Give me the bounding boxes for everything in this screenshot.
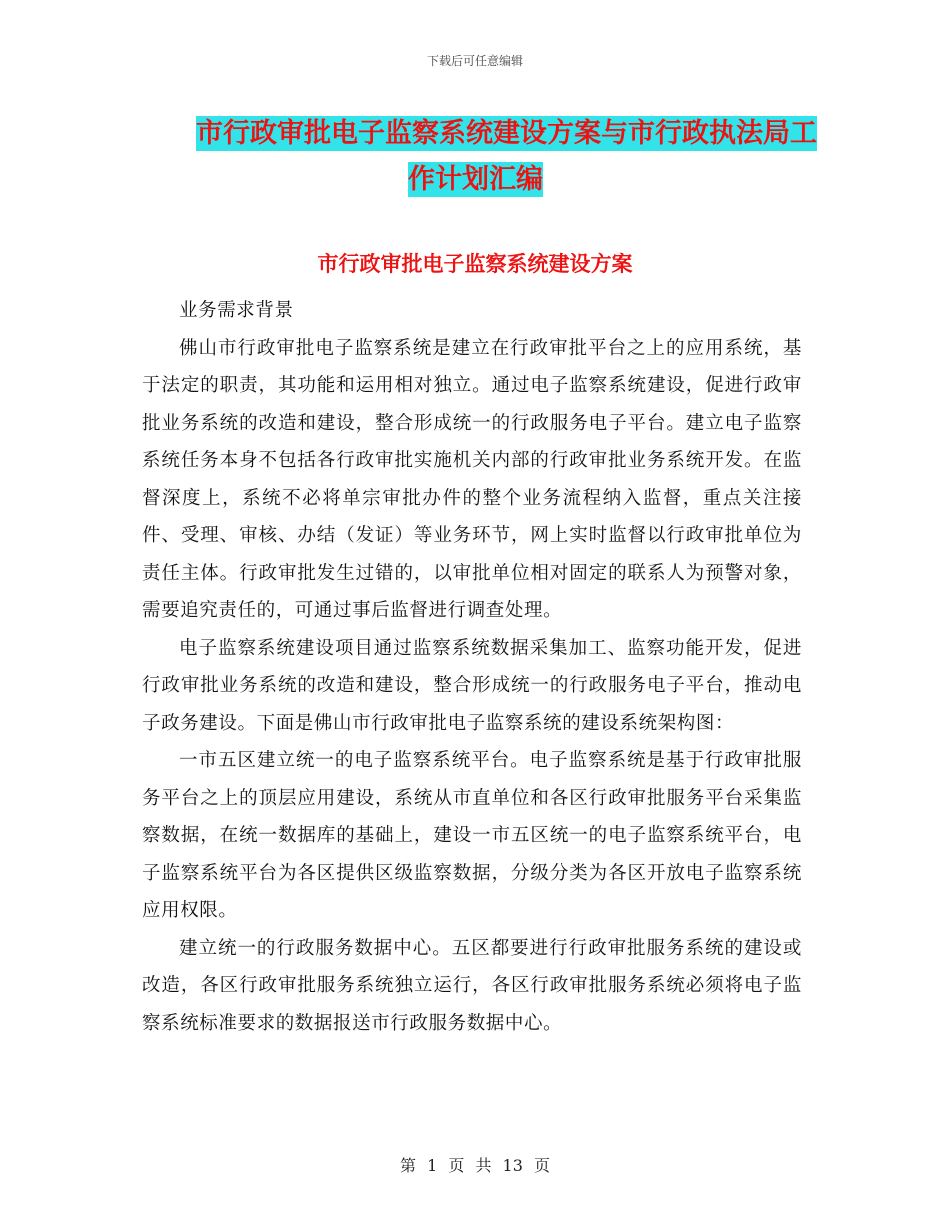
paragraph: 电子监察系统建设项目通过监察系统数据采集加工、监察功能开发，促进行政审批业务系统的改造和建设，整合形成统一的行政服务电子平台，推动电子政务建设。下面是佛山市行政审批电子监察系统的建设系统架构图： [142,637,802,734]
document-title-line-1: 市行政审批电子监察系统建设方案与市行政执法局工 [196,118,817,149]
header-note: 下载后可任意编辑 [426,54,523,68]
paragraph-heading-background: 业务需求背景 [179,300,294,321]
document-body [142,292,802,1042]
section-title: 市行政审批电子监察系统建设方案 [317,252,633,276]
paragraph: 一市五区建立统一的电子监察系统平台。电子监察系统是基于行政审批服务平台之上的顶层应用建设，系统从市直单位和各区行政审批服务平台采集监察数据，在统一数据库的基础上，建设一市五区统一的电子监察系统平台，电子监察系统平台为各区提供区级监察数据，分级分类为各区开放电子监察系统应用权限。 [142,750,802,921]
document-title [196,112,817,202]
paragraph: 建立统一的行政服务数据中心。五区都要进行行政审批服务系统的建设或改造，各区行政审批服务系统独立运行，各区行政审批服务系统必须将电子监察系统标准要求的数据报送市行政服务数据中心。 [142,937,802,1034]
paragraph: 佛山市行政审批电子监察系统是建立在行政审批平台之上的应用系统，基于法定的职责，其功能和运用相对独立。通过电子监察系统建设，促进行政审批业务系统的改造和建设，整合形成统一的行政服务电子平台。建立电子监察系统任务本身不包括各行政审批实施机关内部的行政审批业务系统开发。在监督深度上，系统不必将单宗审批办件的整个业务流程纳入监督，重点关注接件、受理、审核、办结（发证）等业务环节，网上实时监督以行政审批单位为责任主体。行政审批发生过错的，以审批单位相对固定的联系人为预警对象，需要追究责任的，可通过事后监督进行调查处理。 [142,337,802,621]
document-title-line-2: 作计划汇编 [408,164,543,195]
page-footer: 第 1 页 共 13 页 [400,1156,550,1175]
